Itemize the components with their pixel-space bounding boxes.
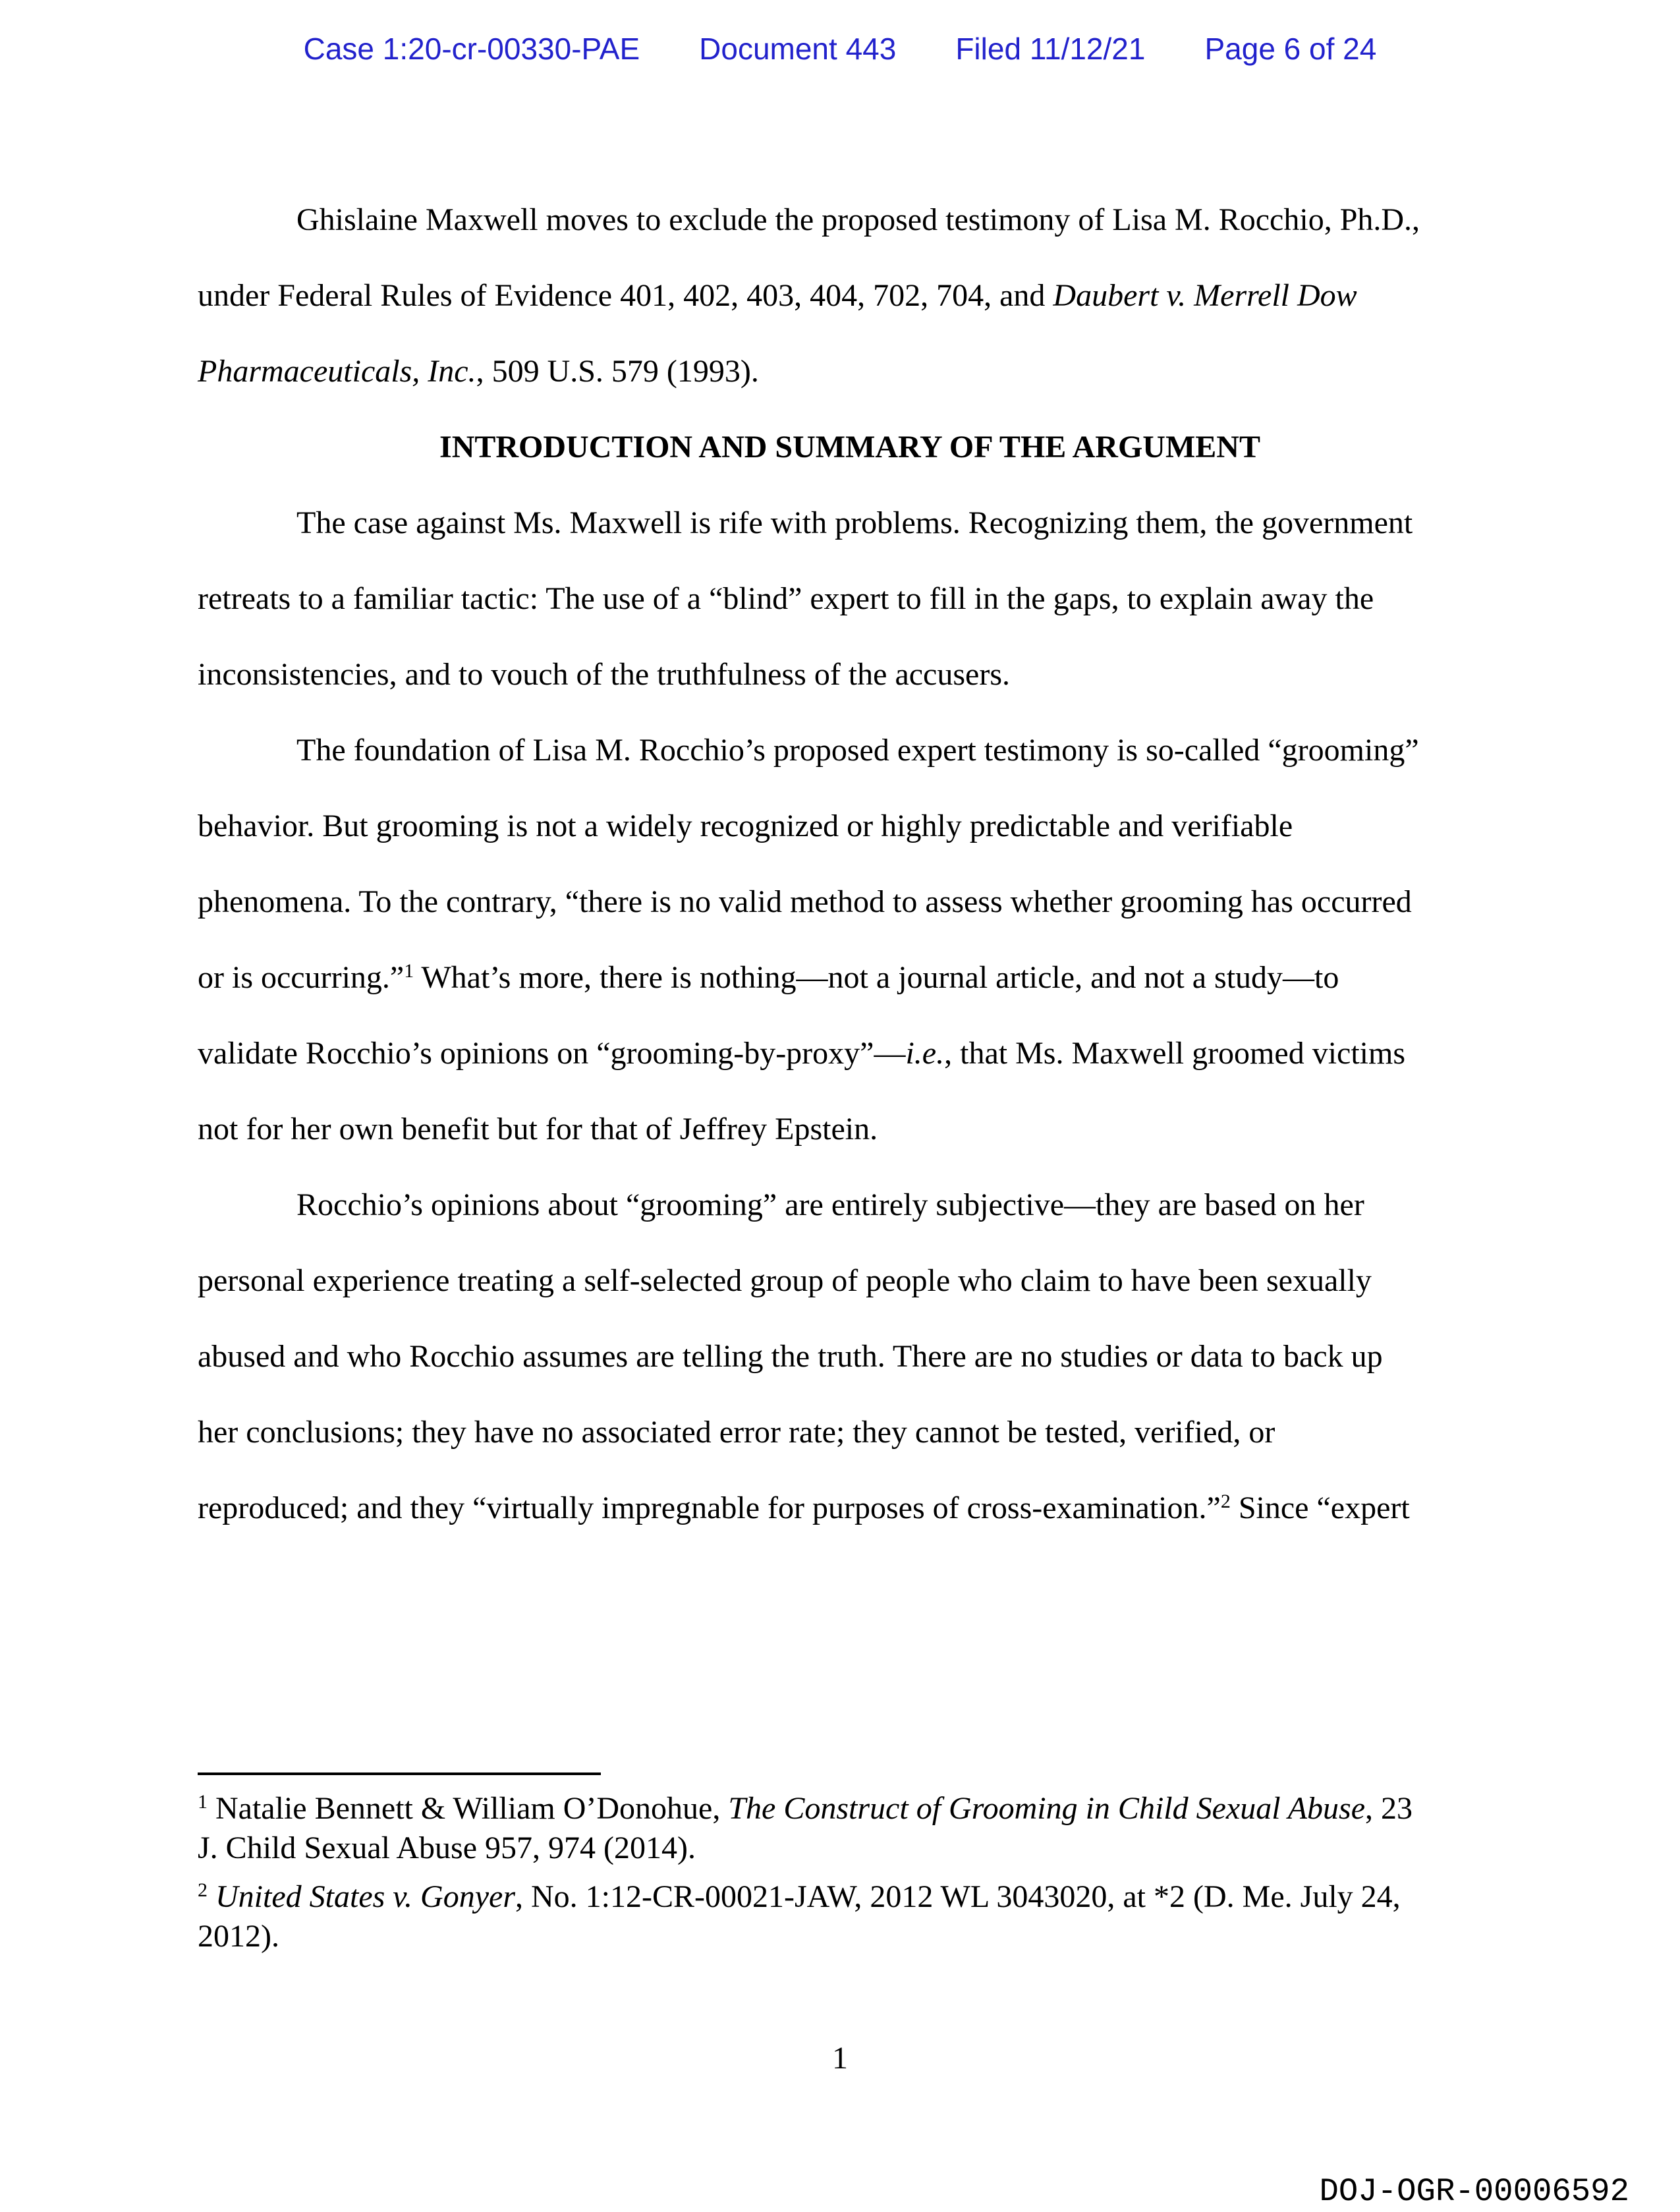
text-run: phenomena. To the contrary, “there is no valid method to assess whether grooming has occurred bbox=[198, 884, 1412, 919]
footnote-2 bbox=[198, 1877, 1509, 1956]
footnote-line bbox=[198, 1917, 1509, 1956]
document-body bbox=[198, 182, 1502, 1546]
body-line bbox=[198, 561, 1502, 637]
text-run: , that Ms. Maxwell groomed victims bbox=[944, 1036, 1406, 1071]
text-run: J. Child Sexual Abuse 957, 974 (2014). bbox=[198, 1830, 696, 1865]
header-document-number: Document 443 bbox=[699, 32, 897, 66]
text-run: , 23 bbox=[1365, 1791, 1413, 1826]
bates-stamp: DOJ-OGR-00006592 bbox=[1319, 2173, 1629, 2210]
body-line bbox=[198, 940, 1502, 1015]
footnotes-section bbox=[198, 1789, 1509, 1966]
footnote-marker: 1 bbox=[198, 1790, 208, 1813]
body-line bbox=[198, 637, 1502, 712]
footnote-line bbox=[198, 1829, 1509, 1868]
text-run: , 509 U.S. 579 (1993). bbox=[476, 354, 759, 389]
text-run: What’s more, there is nothing—not a journal article, and not a study—to bbox=[414, 960, 1339, 995]
text-run: inconsistencies, and to vouch of the truthfulness of the accusers. bbox=[198, 657, 1010, 692]
italic-text: The Construct of Grooming in Child Sexual Abuse bbox=[728, 1791, 1365, 1826]
text-run: Since “expert bbox=[1230, 1490, 1410, 1525]
text-run: Rocchio’s opinions about “grooming” are entirely subjective—they are based on her bbox=[296, 1187, 1364, 1222]
body-line bbox=[198, 1015, 1502, 1091]
text-run: under Federal Rules of Evidence 401, 402, 403, 404, 702, 704, and bbox=[198, 278, 1053, 313]
court-header-stamp bbox=[0, 33, 1680, 65]
header-page-indicator: Page 6 of 24 bbox=[1204, 32, 1377, 66]
body-line bbox=[198, 1319, 1502, 1394]
footnote-separator bbox=[198, 1772, 601, 1775]
body-line bbox=[198, 1470, 1502, 1546]
footnote-line bbox=[198, 1789, 1509, 1829]
footnote-marker: 2 bbox=[198, 1879, 208, 1901]
body-line bbox=[198, 258, 1502, 333]
italic-text: United States v. Gonyer bbox=[215, 1879, 515, 1914]
body-line bbox=[198, 333, 1502, 409]
italic-text: Daubert v. Merrell Dow bbox=[1053, 278, 1357, 313]
footnote-marker: 1 bbox=[404, 959, 414, 982]
body-line bbox=[198, 485, 1502, 561]
body-line bbox=[198, 1091, 1502, 1167]
text-run: personal experience treating a self-selected group of people who claim to have been sexually bbox=[198, 1263, 1372, 1298]
page-number: 1 bbox=[832, 2041, 848, 2076]
header-filed-date: Filed 11/12/21 bbox=[955, 32, 1146, 66]
body-line bbox=[198, 1167, 1502, 1243]
section-heading: INTRODUCTION AND SUMMARY OF THE ARGUMENT bbox=[439, 430, 1260, 465]
text-run: retreats to a familiar tactic: The use of a “blind” expert to fill in the gaps, to explain away the bbox=[198, 581, 1374, 616]
body-line bbox=[198, 182, 1502, 258]
text-run: The case against Ms. Maxwell is rife with problems. Recognizing them, the government bbox=[296, 505, 1413, 540]
body-line bbox=[198, 1394, 1502, 1470]
text-run: 2012). bbox=[198, 1919, 279, 1954]
italic-text: i.e. bbox=[905, 1036, 945, 1071]
footnote-line bbox=[198, 1877, 1509, 1917]
body-line bbox=[198, 788, 1502, 864]
text-run: , No. 1:12-CR-00021-JAW, 2012 WL 3043020, at *2 (D. Me. July 24, bbox=[515, 1879, 1401, 1914]
header-case-number: Case 1:20-cr-00330-PAE bbox=[303, 32, 640, 66]
body-line bbox=[198, 1243, 1502, 1319]
text-run: validate Rocchio’s opinions on “grooming-by-proxy”— bbox=[198, 1036, 906, 1071]
text-run: reproduced; and they “virtually impregnable for purposes of cross-examination.” bbox=[198, 1490, 1221, 1525]
body-line bbox=[198, 712, 1502, 788]
footnote-marker: 2 bbox=[1220, 1490, 1231, 1512]
text-run: not for her own benefit but for that of Jeffrey Epstein. bbox=[198, 1112, 878, 1147]
text-run: Natalie Bennett & William O’Donohue, bbox=[208, 1791, 729, 1826]
text-run: her conclusions; they have no associated error rate; they cannot be tested, verified, or bbox=[198, 1415, 1275, 1450]
footnote-1 bbox=[198, 1789, 1509, 1868]
body-line bbox=[198, 864, 1502, 940]
text-run: abused and who Rocchio assumes are telling the truth. There are no studies or data to back up bbox=[198, 1339, 1383, 1374]
text-run: Ghislaine Maxwell moves to exclude the proposed testimony of Lisa M. Rocchio, Ph.D., bbox=[296, 202, 1420, 237]
text-run: behavior. But grooming is not a widely recognized or highly predictable and verifiable bbox=[198, 808, 1293, 843]
text-run: The foundation of Lisa M. Rocchio’s proposed expert testimony is so-called “grooming” bbox=[296, 733, 1419, 768]
text-run bbox=[208, 1879, 215, 1914]
text-run: or is occurring.” bbox=[198, 960, 405, 995]
italic-text: Pharmaceuticals, Inc. bbox=[198, 354, 476, 389]
